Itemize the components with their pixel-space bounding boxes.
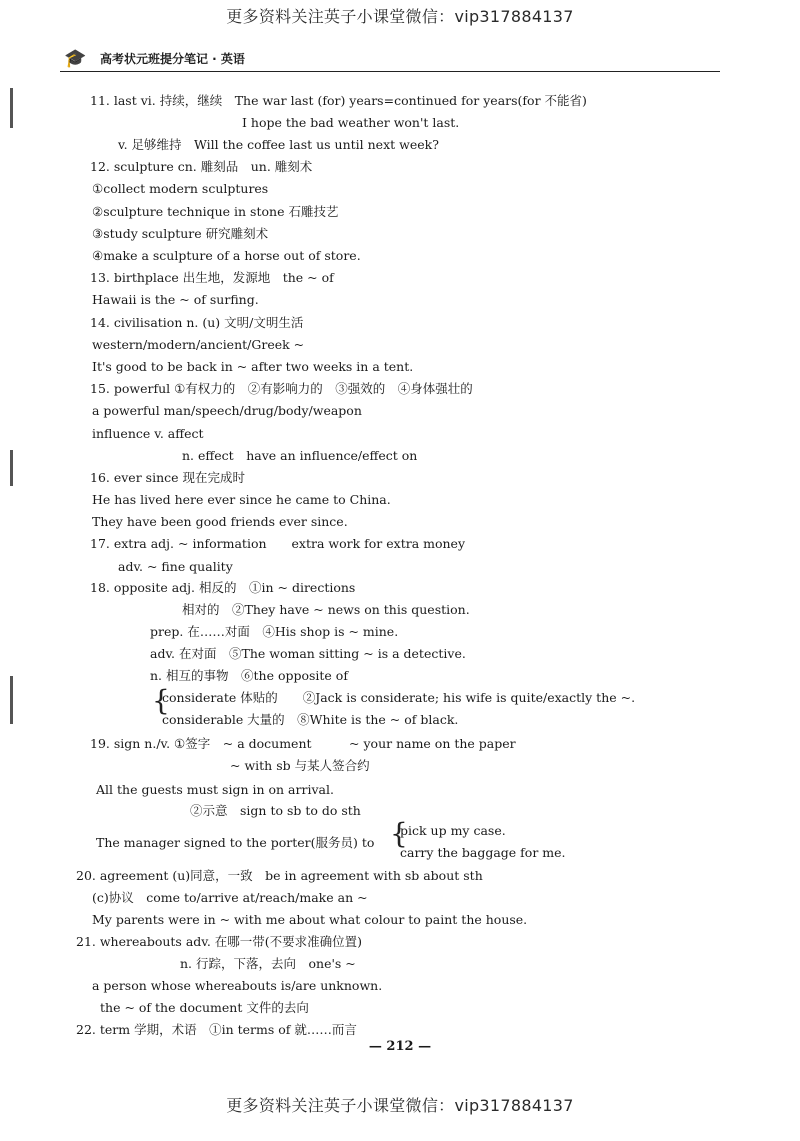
note-line: adv. 在对面 ⑤The woman sitting ~ is a detective. — [150, 646, 466, 661]
note-line: All the guests must sign in on arrival. — [96, 782, 334, 797]
note-line: influence v. affect — [92, 426, 204, 441]
note-line: considerate 体贴的 ②Jack is considerate; his wife is quite/exactly the ~. — [162, 690, 636, 705]
note-line: 16. ever since 现在完成时 — [90, 470, 245, 485]
note-line: adv. ~ fine quality — [118, 559, 233, 574]
note-line: They have been good friends ever since. — [92, 514, 348, 529]
note-line: ④make a sculpture of a horse out of store. — [92, 248, 361, 263]
brace-left: { — [390, 817, 408, 850]
note-line: Hawaii is the ~ of surfing. — [92, 292, 259, 307]
note-line: I hope the bad weather won't last. — [242, 115, 460, 130]
note-line: (c)协议 come to/arrive at/reach/make an ~ — [92, 890, 368, 905]
page-number: — 212 — — [368, 1039, 432, 1054]
note-line: 19. sign n./v. ①签字 ~ a document ~ your name on the paper — [90, 736, 516, 751]
note-line: n. 行踪，下落，去向 one's ~ — [180, 956, 356, 971]
note-line: 11. last vi. 持续，继续 The war last (for) years=continued for years(for 不能省) — [90, 93, 587, 108]
note-line: 12. sculpture cn. 雕刻品 un. 雕刻术 — [90, 159, 313, 174]
note-line: prep. 在……对面 ④His shop is ~ mine. — [150, 624, 399, 639]
note-line: 17. extra adj. ~ information extra work for extra money — [90, 536, 466, 551]
note-line: ~ with sb 与某人签合约 — [230, 758, 370, 773]
note-line: 21. whereabouts adv. 在哪一带(不要求准确位置) — [76, 934, 363, 949]
note-line: a person whose whereabouts is/are unknown. — [92, 978, 383, 993]
note-line: carry the baggage for me. — [400, 845, 566, 860]
note-line: 18. opposite adj. 相反的 ①in ~ directions — [90, 580, 356, 595]
note-line: It's good to be back in ~ after two weeks in a tent. — [92, 359, 414, 374]
brace-left: { — [152, 684, 170, 717]
header-rule — [60, 71, 720, 72]
margin-mark — [10, 450, 13, 486]
note-line: n. 相互的事物 ⑥the opposite of — [150, 668, 348, 683]
note-line: 20. agreement (u)同意，一致 be in agreement with sb about sth — [76, 868, 483, 883]
note-line: n. effect have an influence/effect on — [182, 448, 418, 463]
margin-mark — [10, 676, 13, 724]
note-line: He has lived here ever since he came to China. — [92, 492, 391, 507]
note-line: 15. powerful ①有权力的 ②有影响力的 ③强效的 ④身体强壮的 — [90, 381, 473, 396]
note-line: 22. term 学期，术语 ①in terms of 就……而言 — [76, 1022, 357, 1037]
margin-mark — [10, 88, 13, 128]
note-line: 相对的 ②They have ~ news on this question. — [182, 602, 470, 617]
note-line: the ~ of the document 文件的去向 — [100, 1000, 309, 1015]
note-line: ①collect modern sculptures — [92, 181, 269, 196]
note-line: The manager signed to the porter(服务员) to — [96, 835, 375, 850]
note-line: western/modern/ancient/Greek ~ — [92, 337, 305, 352]
note-line: a powerful man/speech/drug/body/weapon — [92, 403, 362, 418]
note-line: ②示意 sign to sb to do sth — [190, 803, 361, 818]
note-line: ②sculpture technique in stone 石雕技艺 — [92, 204, 339, 219]
graduation-cap-icon: 🎓 — [64, 48, 87, 69]
note-line: pick up my case. — [400, 823, 506, 838]
watermark-top: 更多资料关注英子小课堂微信：vip317884137 — [226, 7, 574, 26]
note-line: ③study sculpture 研究雕刻术 — [92, 226, 269, 241]
note-line: My parents were in ~ with me about what colour to paint the house. — [92, 912, 528, 927]
note-line: considerable 大量的 ⑧White is the ~ of black. — [162, 712, 459, 727]
note-line: v. 足够维持 Will the coffee last us until next week? — [118, 137, 439, 152]
watermark-bottom: 更多资料关注英子小课堂微信：vip317884137 — [226, 1096, 574, 1115]
note-line: 13. birthplace 出生地，发源地 the ~ of — [90, 270, 334, 285]
note-line: 14. civilisation n. (u) 文明/文明生活 — [90, 315, 304, 330]
header-title: 高考状元班提分笔记 · 英语 — [100, 52, 245, 66]
page-header — [60, 40, 720, 74]
